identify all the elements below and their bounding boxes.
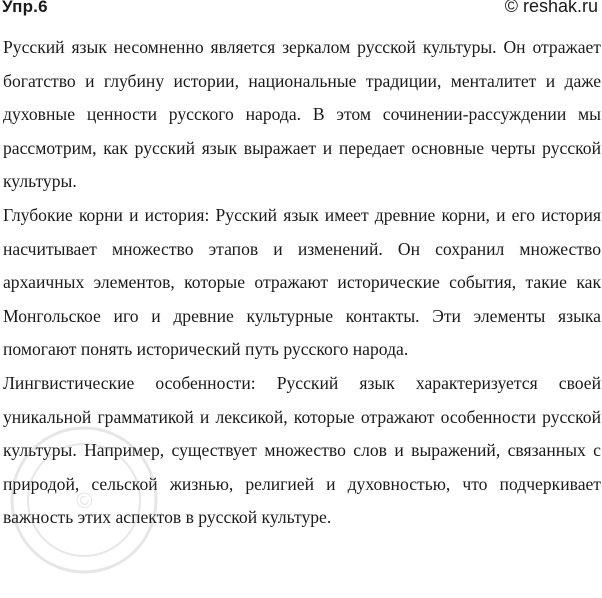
- exercise-title: Упр.6: [2, 0, 48, 16]
- paragraph-intro: Русский язык несомненно является зеркалом русской культуры. Он отражает богатство и глубину истории, национальные традиции, менталитет и даже духовные ценности русского народа. В этом сочинении-рассуждении мы рассмотрим, как русский язык выражает и передает основные черты русской культуры.: [3, 37, 601, 192]
- paragraph-history: Глубокие корни и история: Русский язык имеет древние корни, и его история насчитывает множество этапов и изменений. Он сохранил множество архаичных элементов, которые отражают исторические события, такие как Монгольское иго и древние культурные контакты. Эти элементы языка помогают понять исторический путь русского народа.: [3, 204, 601, 360]
- page-header: [0, 0, 602, 22]
- paragraph-linguistics: Лингвистические особенности: Русский язык характеризуется своей уникальной грамматикой и лексикой, которые отражают особенности русской культуры. Например, существует множество слов и выражений, связанных с природой, сельской жизнью, религией и духовностью, что подчеркивает важность этих аспектов в русской культуре.: [3, 372, 601, 528]
- copyright-site-mark: © reshak.ru: [504, 0, 598, 16]
- svg-text:©: ©: [70, 485, 99, 516]
- essay-text: [3, 31, 601, 535]
